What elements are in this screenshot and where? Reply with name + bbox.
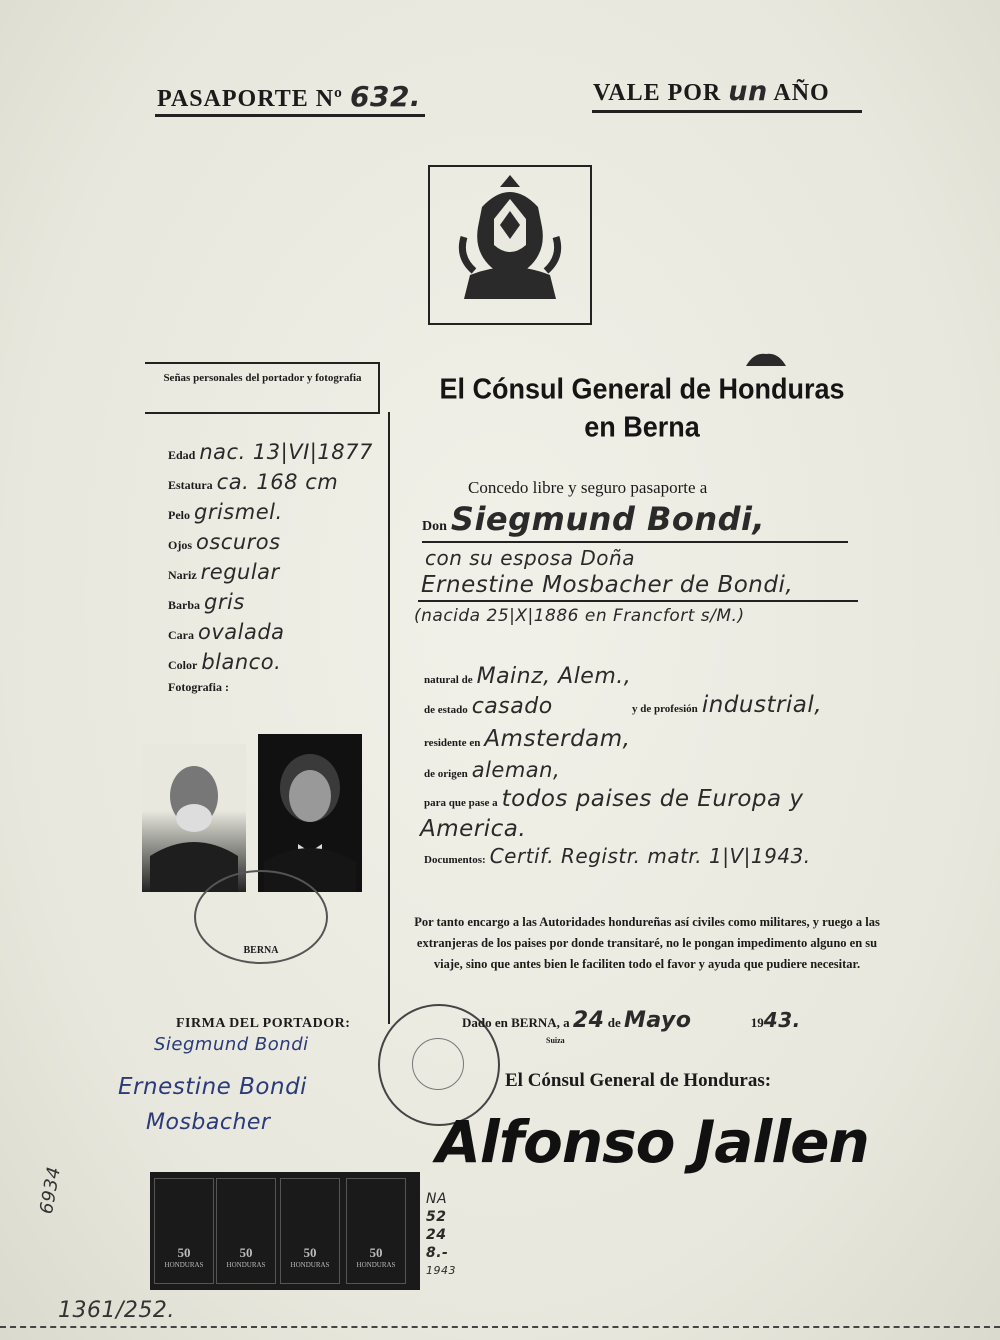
request-paragraph: Por tanto encargo a las Autoridades hondureñas así civiles como militares, y ruego a las extranjeras de los paises por donde transitaré, no le pongan impedimento alguno en su viaje, sino que antes bien le faciliten todo el favor y ayuda que pudiere necesitar. bbox=[414, 915, 880, 971]
field-row: Estatura ca. 168 cm bbox=[168, 470, 339, 494]
seal-inner-ring bbox=[412, 1038, 464, 1090]
documentos-row: Documentos: Certif. Registr. matr. 1|V|1943. bbox=[424, 844, 811, 868]
holder-name-line bbox=[422, 500, 848, 542]
coat-of-arms-box bbox=[428, 165, 592, 325]
validity-suffix: AÑO bbox=[773, 80, 830, 106]
photo-man bbox=[142, 744, 246, 892]
holder-name-underline bbox=[422, 541, 848, 543]
honduras-coat-of-arms-icon bbox=[430, 167, 590, 323]
estado-row: de estado casado bbox=[424, 694, 553, 719]
spouse-line-3: (nacida 25|X|1886 en Francfort s/M.) bbox=[414, 606, 745, 626]
validity-prefix: VALE POR bbox=[593, 80, 722, 106]
bottom-perforation bbox=[0, 1326, 1000, 1331]
column-divider-top bbox=[378, 362, 380, 412]
photo-label: Fotografia : bbox=[168, 680, 229, 694]
photo-woman bbox=[258, 734, 362, 892]
passport-label: PASAPORTE Nº bbox=[157, 86, 343, 112]
archive-note-bottom: 1361/252. bbox=[58, 1298, 175, 1323]
field-row: Ojos oscuros bbox=[168, 530, 281, 554]
validity-underline bbox=[592, 110, 862, 113]
consulate-seal bbox=[194, 870, 328, 964]
column-divider bbox=[388, 412, 390, 1024]
spouse-line-1: con su esposa Doña bbox=[425, 546, 635, 570]
archive-note-left: 6934 bbox=[36, 1164, 65, 1216]
personal-description-header bbox=[145, 362, 380, 414]
bearer-signature-label: FIRMA DEL PORTADOR: bbox=[176, 1016, 351, 1031]
field-row: Nariz regular bbox=[168, 560, 280, 584]
field-row: Edad nac. 13|VI|1877 bbox=[168, 440, 373, 464]
field-row: Barba gris bbox=[168, 590, 245, 614]
title-line-1: El Cónsul General de Honduras bbox=[439, 373, 845, 405]
bearer-signature-1: Siegmund Bondi bbox=[154, 1034, 309, 1055]
suiza-label: Suiza bbox=[546, 1036, 565, 1045]
title-line-2: en Berna bbox=[584, 411, 700, 443]
bearer-signature-2b: Mosbacher bbox=[146, 1110, 271, 1135]
consul-title bbox=[392, 370, 892, 446]
grant-text: Concedo libre y seguro pasaporte a bbox=[468, 478, 708, 497]
revenue-stamp: 50 HONDURAS bbox=[216, 1178, 276, 1284]
field-row: Pelo grismel. bbox=[168, 500, 283, 524]
don-label: Don bbox=[422, 519, 447, 534]
natural-row: natural de Mainz, Alem., bbox=[424, 664, 632, 689]
small-emblem-icon bbox=[742, 346, 790, 370]
spouse-underline bbox=[418, 600, 858, 602]
personal-description-heading: Señas personales del portador y fotografia bbox=[163, 372, 362, 384]
validity-heading bbox=[593, 76, 830, 107]
consul-signature: Alfonso Jallen bbox=[436, 1108, 869, 1176]
bearer-signature-2: Ernestine Bondi bbox=[118, 1074, 308, 1100]
holder-name: Siegmund Bondi, bbox=[450, 500, 766, 538]
validity-duration: un bbox=[728, 76, 768, 107]
seal-text: BERNA bbox=[243, 945, 279, 956]
origen-row: de origen aleman, bbox=[424, 758, 561, 782]
residente-row: residente en Amsterdam, bbox=[424, 726, 631, 752]
revenue-stamps bbox=[150, 1172, 420, 1290]
revenue-stamp: 50 HONDURAS bbox=[346, 1178, 406, 1284]
consul-signoff: El Cónsul General de Honduras: bbox=[505, 1070, 772, 1091]
pase-row: para que pase a todos paises de Europa y bbox=[424, 786, 804, 812]
profesion-row: y de profesión industrial, bbox=[632, 692, 823, 718]
stamp-cancellation-notes: NA 52 24 8.- 1943 bbox=[426, 1191, 456, 1277]
revenue-stamp: 50 HONDURAS bbox=[154, 1178, 214, 1284]
issue-date: Dado en BERNA, a 24 de Mayo 1943. bbox=[462, 1008, 801, 1033]
spouse-line-2: Ernestine Mosbacher de Bondi, bbox=[421, 572, 794, 598]
field-row: Color blanco. bbox=[168, 650, 282, 674]
passport-number-heading bbox=[157, 80, 421, 113]
revenue-stamp: 50 HONDURAS bbox=[280, 1178, 340, 1284]
personal-fields bbox=[168, 440, 383, 704]
field-row: Cara ovalada bbox=[168, 620, 285, 644]
passport-number-underline bbox=[155, 114, 425, 117]
portrait-man-icon bbox=[142, 744, 246, 892]
passport-number: 632. bbox=[349, 80, 422, 113]
pase-row-2: America. bbox=[420, 816, 527, 842]
portrait-woman-icon bbox=[258, 734, 362, 892]
